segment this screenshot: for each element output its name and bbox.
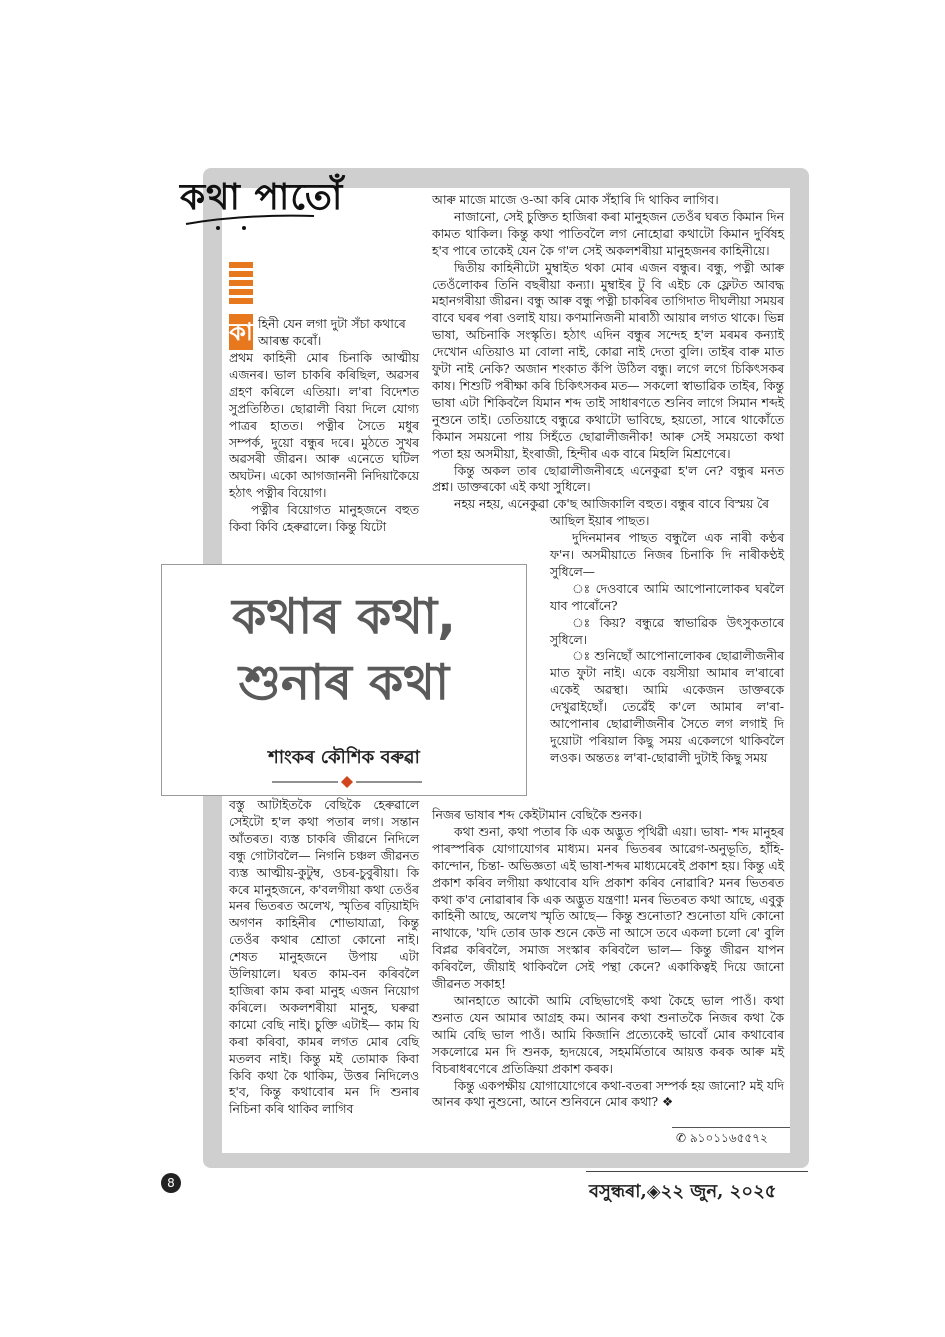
diamond-rule-icon: [272, 776, 422, 788]
paragraph: ঃ দেওবাৰে আমি আপোনালোকৰ ঘৰলৈ যাব পাৰোঁনে?: [550, 581, 784, 613]
author-phone: ✆ ৯১০১১৬৫৫৭২: [676, 1131, 768, 1145]
paragraph: নিজৰ ভাষাৰ শব্দ কেইটামান বেছিকৈ শুনক।: [432, 808, 642, 822]
paragraph: দুদিনমানৰ পাছত বন্ধুলৈ এক নাৰী কণ্ঠৰ ফ'ন। অসমীয়াতে নিজৰ চিনাকি দি নাৰীকণ্ঠই সুধিলে—: [550, 531, 784, 579]
author-name: শাংকৰ কৌশিক বৰুৱা: [268, 747, 420, 768]
headline-line-1: কথাৰ কথা,: [232, 588, 456, 645]
paragraph: কথা শুনা, কথা পতাৰ কি এক অদ্ভুত পৃথিৱী এয়া। ভাষা- শব্দ মানুহৰ পাৰস্পৰিক যোগাযোগৰ মাধ্যম। মনৰ ভিতৰৰ আৱেগ-অনুভূতি, হাঁহি-কান্দোন, চিন্তা- অভিজ্ঞতা এই ভাষা-শব্দৰ মাধ্যমেৰেই প্ৰকাশ হয়। কিন্তু এই প্ৰকাশ কৰিব লগীয়া কথাবোৰ যদি প্ৰকাশ কৰিব নোৱাৰি? মনৰ ভিতৰত কথা ক'ব নোৱাৰাৰ কি এক অদ্ভুত যন্ত্ৰণা! মনৰ ভিতৰত কথা আছে, এবুকু কাহিনী আছে, অলেখ স্মৃতি আছে— কিন্তু শুনোতা? শুনোতা যদি কোনো নাথাকে, 'যদি তোৰ ডাক শুনে কেউ না আসে তবে একলা চলো ৰে' বুলি বিপ্লৱ কৰিবলৈ, সমাজ সংস্কাৰ কৰিবলৈ ভাল— কিন্তু জীৱন যাপন কৰিবলৈ, জীয়াই থাকিবলৈ সেই পন্থা কেনে? একাকিত্বই দিয়ে জানো জীৱনত সকাহ!: [432, 824, 784, 992]
publication-footer: বসুন্ধৰা,◈২২ জুন, ২০২৫: [589, 1181, 777, 1202]
paragraph: আছিল ইয়াৰ পাছত।: [550, 514, 650, 529]
right-column: [432, 192, 784, 767]
paragraph: দ্বিতীয় কাহিনীটো মুম্বাইত থকা মোৰ এজন বন্ধুৰ। বন্ধু, পত্নী আৰু তেওঁলোকৰ তিনি বছৰীয়া কন্যা। মুম্বাইৰ টু বি এইচ কে ফ্লেটত আবদ্ধ মহানগৰীয়া জীৱন। বন্ধু আৰু বন্ধু পত্নী চাকৰিৰ তাগিদাত দীঘলীয়া সময়ৰ বাবে ঘৰৰ পৰা ওলাই যায়। কণমানিজনী মাৰাঠী আয়াৰ লগত থাকে। ভিন্ন ভাষা, অচিনাকি সংস্কৃতি। হঠাৎ এদিন বন্ধুৰ সন্দেহ হ'ল মৰমৰ কন্যাই দেখোন এতিয়াও মা বোলা নাই, কোৱা নাই দেতা বুলি। তাইৰ বাৰু মাত ফুটা নাই নেকি? অজান শংকাত কঁপি উঠিল বন্ধু। লগে লগে চিকিৎসকৰ কাষ। শিশুটি পৰীক্ষা কৰি চিকিৎসকৰ মত— সকলো স্বাভাৱিক তাইৰ, কিন্তু ভাষা এটা শিকিবলৈ যিমান শব্দ তাই সাধাৰণতে শুনিব লাগে সিমান শব্দই নুশুনে তাই। তেতিয়াহে বন্ধুৱে কথাটো ভাবিছে, হয়তো, সাৰে থাকোঁতে কিমান সময়নো পায় সিহঁতে ছোৱালীজনীক! আৰু সেই সময়তো কথা পতা হয় অসমীয়া, ইংৰাজী, হিন্দীৰ এক বাৰে মিহলি মিশ্ৰণেৰে।: [432, 260, 784, 461]
paragraph: বস্তু আটাইতকৈ বেছিকৈ হেৰুৱালে সেইটো হ'ল কথা পতাৰ লগ। সন্তান আঁতৰত। ব্যস্ত চাকৰি জীৱনে নিদিলে বন্ধু গোটাবলৈ— নিগনি চঞ্চল জীৱনত ব্যস্ত আত্মীয়-কুটুম্ব, ওচৰ-চুবুৰীয়া। কি কৰে মানুহজনে, ক'বলগীয়া কথা তেওঁৰ মনৰ ভিতৰত অলেখ, স্মৃতিৰ বঢ়িয়াইদি অগণন কাহিনীৰ শোভাযাত্ৰা, কিন্তু তেওঁৰ কথাৰ শ্ৰোতা কোনো নাই। শেষত মানুহজনে উপায় এটা উলিয়ালে। ঘৰত কাম-বন কৰিবলৈ হাজিৰা কাম কৰা মানুহ এজন নিয়োগ কৰিলে। অকলশৰীয়া মানুহ, ঘৰুৱা কামো বেছি নাই। চুক্তি এটাই— কাম যি কৰা কৰিবা, কামৰ লগত মোৰ বেছি মতলব নাই। কিন্তু মই তোমাক কিবা কিবি কথা কৈ থাকিম, উত্তৰ নিদিলেও হ'ব, কিন্তু কথাবোৰ মন দি শুনাৰ নিচিনা কৰি থাকিব লাগিব: [229, 798, 419, 1117]
section-title: কথা পাতোঁ: [180, 176, 344, 218]
paragraph: ঃ শুনিছোঁ আপোনালোকৰ ছোৱালীজনীৰ মাত ফুটা নাই। একে বয়সীয়া আমাৰ ল'ৰাৰো একেই অৱস্থা। আমি একেজন ডাক্তৰকে দেখুৱাইছোঁ। তেৱেঁই ক'লে আমাৰ ল'ৰা-আপোনাৰ ছোৱালীজনীৰ সৈতে লগ লগাই দি দুয়োটা পৰিয়াল কিছু সময় একেলগে থাকিবলৈ লওক। অন্ততঃ ল'ৰা-ছোৱালী দুটাই কিছু সময়: [550, 649, 784, 765]
page-number: 8: [161, 1173, 181, 1193]
paragraph: প্ৰথম কাহিনী মোৰ চিনাকি আত্মীয় এজনৰ। ভাল চাকৰি কৰিছিল, অৱসৰ গ্ৰহণ কৰিলে এতিয়া। ল'ৰা বিদেশত সুপ্ৰতিষ্ঠিত। ছোৱালী বিয়া দিলে যোগ্য পাত্ৰৰ হাতত। পত্নীৰ সৈতে মধুৰ সম্পৰ্ক, দুয়ো বন্ধুৰ দৰে। মুঠতে সুখৰ অৱসৰী জীৱন। আৰু এনেতে ঘটিল অঘটন। একো আগজাননী নিদিয়াকৈয়ে হঠাৎ পত্নীৰ বিয়োগ।: [229, 351, 419, 501]
left-column-bottom: [229, 797, 419, 1118]
dropcap-stripes: [229, 262, 253, 314]
section-swoosh-icon: [184, 208, 316, 232]
left-column-top: [229, 350, 419, 536]
dialog-block: [432, 513, 784, 767]
paragraph: নহয় নহয়, এনেকুৱা কে'ছ আজিকালি বহুত। বন্ধুৰ বাবে বিস্ময় ৰৈ: [454, 497, 769, 512]
paragraph: আৰু মাজে মাজে ও-আ কৰি মোক সঁহাৰি দি থাকিব লাগিব।: [432, 193, 719, 207]
paragraph: ঃ কিয়? বন্ধুৱে স্বাভাৱিক উৎসুকতাৰে সুধিলে।: [550, 615, 784, 647]
paragraph: কিন্তু একপক্ষীয় যোগাযোগেৰে কথা-বতৰা সম্পৰ্ক হয় জানো? মই যদি আনৰ কথা নুশুনো, আনে শুনিবনে মোৰ কথা? ❖: [432, 1078, 784, 1110]
paragraph: কিন্তু অকল তাৰ ছোৱালীজনীৰহে এনেকুৱা হ'ল নে? বন্ধুৰ মনত প্ৰশ্ন। ডাক্তৰকো এই কথা সুধিলে।: [432, 463, 784, 495]
footer-rule: [586, 1171, 808, 1172]
dropcap-letter: কা: [229, 314, 253, 350]
wide-column: [432, 807, 784, 1111]
phone-rule: [672, 1127, 790, 1128]
headline-line-2: শুনাৰ কথা: [238, 654, 450, 711]
intro-line: হিনী যেন লগা দুটা সঁচা কথাৰে আৰম্ভ কৰোঁ।: [258, 317, 406, 348]
paragraph: পত্নীৰ বিয়োগত মানুহজনে বহুত কিবা কিবি হেৰুৱালে। কিন্তু যিটো: [229, 503, 419, 535]
paragraph: নাজানো, সেই চুক্তিত হাজিৰা কৰা মানুহজন তেওঁৰ ঘৰত কিমান দিন কামত থাকিল। কিন্তু কথা পাতিবলৈ লগ নোহোৱা কথাটো কিমান দুৰ্বিষহ হ'ব পাৰে তাকেই যেন কৈ গ'ল সেই অকলশৰীয়া মানুহজনৰ কাহিনীয়ে।: [432, 209, 784, 258]
paragraph: আনহাতে আকৌ আমি বেছিভাগেই কথা কৈহে ভাল পাওঁ। কথা শুনাত যেন আমাৰ আগ্ৰহ কম। আনৰ কথা শুনাতকৈ নিজৰ কথা কৈ আমি বেছি ভাল পাওঁ। আমি কিজানি প্ৰত্যেকেই ভাবোঁ মোৰ কথাবোৰ সকলোৱে মন দি শুনক, হৃদয়েৰে, সহমৰ্মিতাৰে আয়ত্ত কৰক আৰু মই বিচৰাধৰণেৰে প্ৰতিক্ৰিয়া প্ৰকাশ কৰক।: [432, 993, 784, 1076]
